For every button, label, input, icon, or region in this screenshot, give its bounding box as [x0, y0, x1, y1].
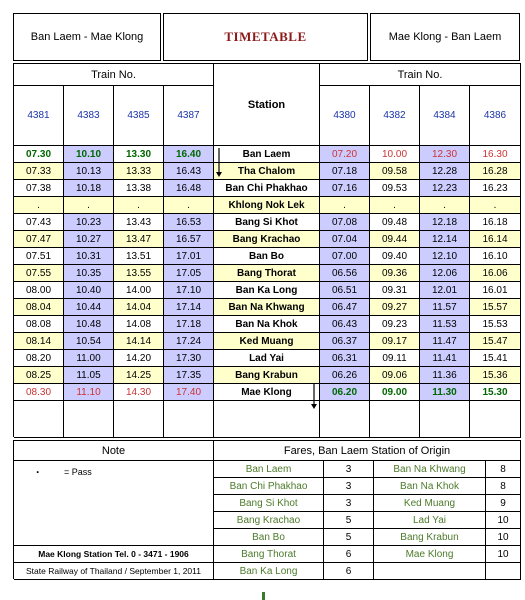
- note-header: Note: [14, 441, 214, 461]
- fare-station-name: Bang Krachao: [214, 512, 324, 529]
- empty-cell: [486, 563, 521, 580]
- outbound-time: 17.14: [164, 299, 214, 316]
- inbound-time: 09.58: [370, 163, 420, 180]
- station-name: Khlong Nok Lek: [214, 197, 320, 214]
- outbound-time: .: [164, 197, 214, 214]
- inbound-time: 11.41: [420, 350, 470, 367]
- inbound-time: 06.37: [320, 333, 370, 350]
- outbound-time: 17.10: [164, 282, 214, 299]
- inbound-time: 12.06: [420, 265, 470, 282]
- empty-cell: [164, 401, 214, 438]
- inbound-time: 12.28: [420, 163, 470, 180]
- outbound-time: 13.30: [114, 146, 164, 163]
- inbound-time: 06.47: [320, 299, 370, 316]
- fare-amount: 6: [324, 546, 374, 563]
- outbound-time: 10.35: [64, 265, 114, 282]
- outbound-time: 14.25: [114, 367, 164, 384]
- empty-cell: [64, 401, 114, 438]
- inbound-time: 15.36: [470, 367, 521, 384]
- outbound-time: 07.38: [14, 180, 64, 197]
- inbound-time: 16.01: [470, 282, 521, 299]
- outbound-time: 13.38: [114, 180, 164, 197]
- inbound-time: 16.14: [470, 231, 521, 248]
- station-name: Ban Na Khwang: [214, 299, 320, 316]
- outbound-train-number: 4383: [64, 86, 114, 146]
- inbound-time: 06.56: [320, 265, 370, 282]
- inbound-time: 12.23: [420, 180, 470, 197]
- fare-station-name: Bang Krabun: [374, 529, 486, 546]
- fare-station-name: Ban Na Khok: [374, 478, 486, 495]
- fare-station-name: Ked Muang: [374, 495, 486, 512]
- inbound-direction-label: Mae Klong - Ban Laem: [370, 13, 520, 61]
- inbound-time: 16.30: [470, 146, 521, 163]
- outbound-time: 10.23: [64, 214, 114, 231]
- outbound-time: 10.40: [64, 282, 114, 299]
- inbound-time: 15.30: [470, 384, 521, 401]
- outbound-time: 17.01: [164, 248, 214, 265]
- empty-cell: [470, 401, 521, 438]
- outbound-time: 17.35: [164, 367, 214, 384]
- inbound-time: 09.27: [370, 299, 420, 316]
- station-name: Bang Krabun: [214, 367, 320, 384]
- inbound-time: 16.10: [470, 248, 521, 265]
- outbound-train-number: 4387: [164, 86, 214, 146]
- inbound-time: 12.10: [420, 248, 470, 265]
- train-no-header-left: Train No.: [14, 64, 214, 86]
- empty-cell: [370, 401, 420, 438]
- inbound-time: .: [420, 197, 470, 214]
- inbound-time: 09.48: [370, 214, 420, 231]
- inbound-time: 16.18: [470, 214, 521, 231]
- outbound-time: 08.25: [14, 367, 64, 384]
- outbound-time: 11.00: [64, 350, 114, 367]
- inbound-time: 12.30: [420, 146, 470, 163]
- fare-amount: 3: [324, 478, 374, 495]
- station-name: Ban Chi Phakhao: [214, 180, 320, 197]
- outbound-time: 11.10: [64, 384, 114, 401]
- outbound-time: 08.08: [14, 316, 64, 333]
- inbound-time: 11.47: [420, 333, 470, 350]
- fare-amount: 10: [486, 529, 521, 546]
- outbound-time: 07.47: [14, 231, 64, 248]
- outbound-time: .: [114, 197, 164, 214]
- inbound-time: 16.23: [470, 180, 521, 197]
- bottom-marker: [262, 592, 265, 600]
- inbound-time: 09.44: [370, 231, 420, 248]
- outbound-time: 17.40: [164, 384, 214, 401]
- fare-station-name: Ban Chi Phakhao: [214, 478, 324, 495]
- inbound-time: 15.47: [470, 333, 521, 350]
- inbound-time: 15.41: [470, 350, 521, 367]
- outbound-time: 07.33: [14, 163, 64, 180]
- outbound-time: 10.18: [64, 180, 114, 197]
- station-name: Ban Laem: [214, 146, 320, 163]
- outbound-time: 17.30: [164, 350, 214, 367]
- fare-amount: 6: [324, 563, 374, 580]
- outbound-train-number: 4381: [14, 86, 64, 146]
- fares-header: Fares, Ban Laem Station of Origin: [214, 441, 521, 461]
- outbound-time: 10.10: [64, 146, 114, 163]
- outbound-time: 13.43: [114, 214, 164, 231]
- inbound-time: 11.36: [420, 367, 470, 384]
- inbound-time: 09.11: [370, 350, 420, 367]
- station-name: Bang Thorat: [214, 265, 320, 282]
- inbound-time: 06.31: [320, 350, 370, 367]
- fare-amount: 3: [324, 495, 374, 512]
- station-name: Ban Na Khok: [214, 316, 320, 333]
- inbound-time: 07.08: [320, 214, 370, 231]
- outbound-time: 16.40: [164, 146, 214, 163]
- outbound-time: 13.33: [114, 163, 164, 180]
- empty-cell: [14, 401, 64, 438]
- outbound-time: 07.55: [14, 265, 64, 282]
- outbound-time: 08.04: [14, 299, 64, 316]
- inbound-time: 10.00: [370, 146, 420, 163]
- down-arrow-icon: [215, 148, 223, 177]
- station-name: Bang Si Khot: [214, 214, 320, 231]
- outbound-time: 10.54: [64, 333, 114, 350]
- fare-amount: 9: [486, 495, 521, 512]
- outbound-time: 08.00: [14, 282, 64, 299]
- inbound-time: 06.43: [320, 316, 370, 333]
- inbound-time: 09.17: [370, 333, 420, 350]
- outbound-time: 16.57: [164, 231, 214, 248]
- fare-amount: 8: [486, 461, 521, 478]
- inbound-time: 06.26: [320, 367, 370, 384]
- inbound-time: 11.57: [420, 299, 470, 316]
- fare-amount: 10: [486, 512, 521, 529]
- outbound-time: 08.30: [14, 384, 64, 401]
- inbound-time: 15.57: [470, 299, 521, 316]
- outbound-train-number: 4385: [114, 86, 164, 146]
- outbound-time: 10.44: [64, 299, 114, 316]
- inbound-time: 12.01: [420, 282, 470, 299]
- outbound-time: 17.05: [164, 265, 214, 282]
- outbound-time: 14.20: [114, 350, 164, 367]
- outbound-time: 16.53: [164, 214, 214, 231]
- inbound-train-number: 4380: [320, 86, 370, 146]
- empty-cell: [374, 563, 486, 580]
- inbound-time: 09.06: [370, 367, 420, 384]
- inbound-train-number: 4384: [420, 86, 470, 146]
- train-no-header-right: Train No.: [320, 64, 521, 86]
- outbound-time: 07.51: [14, 248, 64, 265]
- inbound-time: 09.00: [370, 384, 420, 401]
- outbound-time: 11.05: [64, 367, 114, 384]
- outbound-time: .: [14, 197, 64, 214]
- inbound-time: 06.51: [320, 282, 370, 299]
- notes-and-fares: [13, 440, 521, 579]
- outbound-time: 14.08: [114, 316, 164, 333]
- fare-amount: 8: [486, 478, 521, 495]
- inbound-time: 16.06: [470, 265, 521, 282]
- station-name: Ban Ka Long: [214, 282, 320, 299]
- inbound-time: 07.04: [320, 231, 370, 248]
- outbound-time: 14.00: [114, 282, 164, 299]
- fare-station-name: Ban Ka Long: [214, 563, 324, 580]
- fare-station-name: Ban Laem: [214, 461, 324, 478]
- fare-station-name: Ban Na Khwang: [374, 461, 486, 478]
- station-name: Ban Bo: [214, 248, 320, 265]
- inbound-time: .: [320, 197, 370, 214]
- inbound-time: 06.20: [320, 384, 370, 401]
- outbound-time: 07.30: [14, 146, 64, 163]
- outbound-time: .: [64, 197, 114, 214]
- outbound-time: 17.24: [164, 333, 214, 350]
- outbound-time: 14.14: [114, 333, 164, 350]
- outbound-time: 10.48: [64, 316, 114, 333]
- credit-line: State Railway of Thailand / September 1, 2011: [14, 563, 214, 580]
- timetable-grid: [13, 63, 521, 437]
- outbound-time: 10.27: [64, 231, 114, 248]
- fare-station-name: Mae Klong: [374, 546, 486, 563]
- outbound-time: 07.43: [14, 214, 64, 231]
- fare-amount: 5: [324, 512, 374, 529]
- outbound-time: 14.30: [114, 384, 164, 401]
- empty-cell: [320, 401, 370, 438]
- pass-legend: = Pass: [64, 467, 92, 477]
- inbound-time: .: [470, 197, 521, 214]
- up-arrow-icon: [310, 384, 318, 409]
- outbound-time: 14.04: [114, 299, 164, 316]
- outbound-time: 10.13: [64, 163, 114, 180]
- fare-amount: 10: [486, 546, 521, 563]
- outbound-time: 13.51: [114, 248, 164, 265]
- timetable-title: TIMETABLE: [163, 13, 368, 61]
- inbound-time: 12.14: [420, 231, 470, 248]
- outbound-time: 10.31: [64, 248, 114, 265]
- station-name: Tha Chalom: [214, 163, 320, 180]
- outbound-time: 08.20: [14, 350, 64, 367]
- fare-amount: 5: [324, 529, 374, 546]
- outbound-direction-label: Ban Laem - Mae Klong: [13, 13, 161, 61]
- inbound-train-number: 4386: [470, 86, 521, 146]
- inbound-time: .: [370, 197, 420, 214]
- inbound-time: 07.16: [320, 180, 370, 197]
- inbound-time: 09.53: [370, 180, 420, 197]
- inbound-time: 07.00: [320, 248, 370, 265]
- station-name: Lad Yai: [214, 350, 320, 367]
- fare-station-name: Lad Yai: [374, 512, 486, 529]
- station-telephone: Mae Klong Station Tel. 0 - 3471 - 1906: [14, 545, 214, 563]
- outbound-time: 16.48: [164, 180, 214, 197]
- inbound-time: 11.30: [420, 384, 470, 401]
- note-body: [14, 461, 214, 547]
- fare-amount: 3: [324, 461, 374, 478]
- station-name: Mae Klong: [214, 384, 320, 401]
- station-column-header: Station: [214, 64, 320, 146]
- empty-cell: [214, 401, 320, 438]
- fare-station-name: Bang Si Khot: [214, 495, 324, 512]
- inbound-time: 09.40: [370, 248, 420, 265]
- inbound-time: 15.53: [470, 316, 521, 333]
- outbound-time: 17.18: [164, 316, 214, 333]
- station-name: Ked Muang: [214, 333, 320, 350]
- pass-symbol: ·: [36, 465, 40, 479]
- inbound-time: 09.23: [370, 316, 420, 333]
- outbound-time: 13.47: [114, 231, 164, 248]
- inbound-time: 07.18: [320, 163, 370, 180]
- station-name: Bang Krachao: [214, 231, 320, 248]
- fare-station-name: Ban Bo: [214, 529, 324, 546]
- empty-cell: [420, 401, 470, 438]
- inbound-train-number: 4382: [370, 86, 420, 146]
- outbound-time: 08.14: [14, 333, 64, 350]
- fare-station-name: Bang Thorat: [214, 546, 324, 563]
- empty-cell: [114, 401, 164, 438]
- inbound-time: 09.36: [370, 265, 420, 282]
- outbound-time: 16.43: [164, 163, 214, 180]
- inbound-time: 11.53: [420, 316, 470, 333]
- inbound-time: 07.20: [320, 146, 370, 163]
- inbound-time: 12.18: [420, 214, 470, 231]
- inbound-time: 16.28: [470, 163, 521, 180]
- outbound-time: 13.55: [114, 265, 164, 282]
- inbound-time: 09.31: [370, 282, 420, 299]
